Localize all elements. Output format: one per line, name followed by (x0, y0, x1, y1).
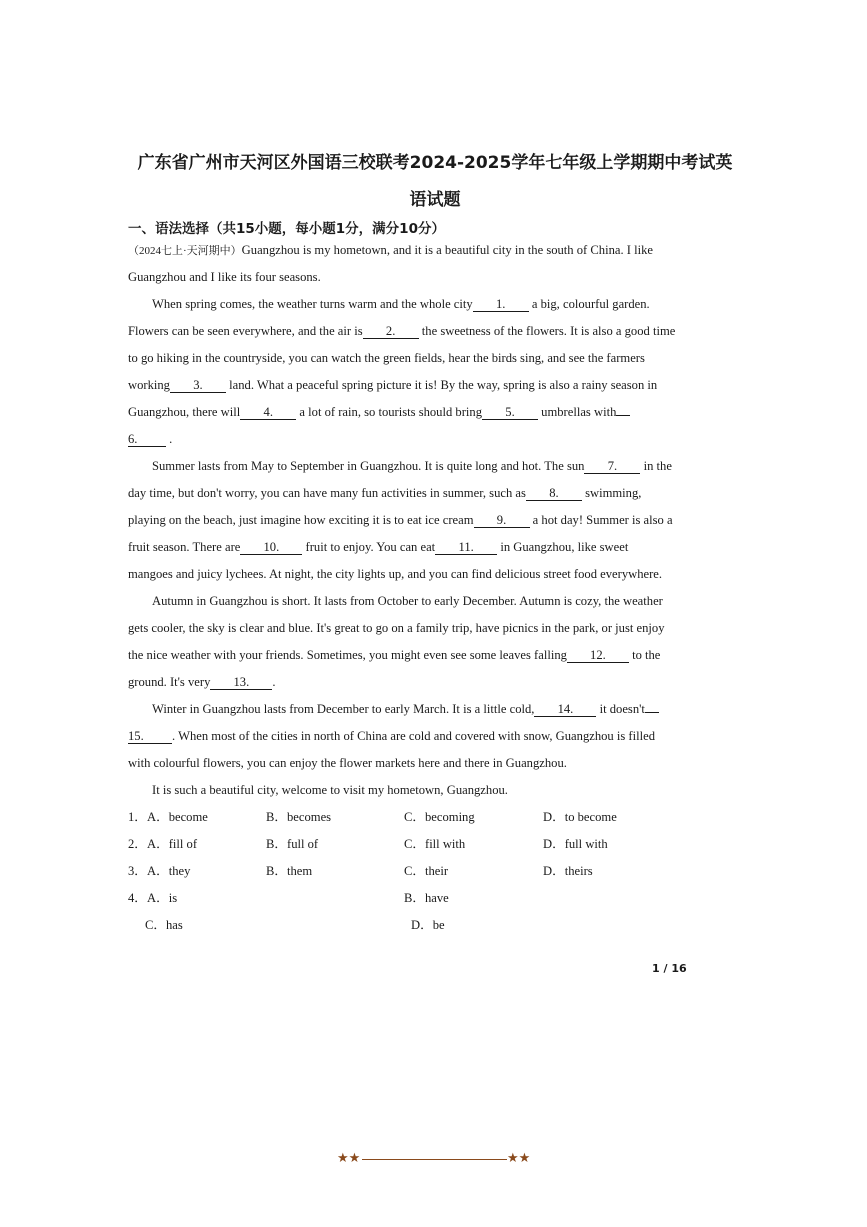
blank-14[interactable]: 14. (534, 702, 596, 717)
passage-text: playing on the beach, just imagine how exciting it is to eat ice cream (128, 513, 474, 527)
passage-text: to the (628, 648, 661, 662)
question-number: 2． (128, 837, 147, 851)
passage-line-19 (128, 728, 655, 744)
blank-15[interactable]: 15. (128, 729, 172, 744)
star-icon: ★★ (337, 1151, 361, 1166)
option-c[interactable]: C．has (145, 918, 183, 932)
passage-line-8 (128, 431, 172, 447)
blank-15-start (645, 712, 659, 713)
passage-text: . (272, 675, 276, 689)
passage-line-2: Guangzhou and I like its four seasons. (128, 270, 321, 284)
blank-8[interactable]: 8. (526, 486, 582, 501)
passage-text: Summer lasts from May to September in Guangzhou. It is quite long and hot. The sun (152, 459, 585, 473)
passage-line-9 (152, 458, 672, 474)
passage-text: a big, colourful garden. (528, 297, 650, 311)
passage-text: fruit season. There are (128, 540, 241, 554)
section-heading: 一、语法选择（共15小题，每小题1分，满分10分） (128, 221, 445, 237)
footer-ornament (337, 1151, 532, 1167)
passage-line-12 (128, 539, 628, 555)
question-number: 3． (128, 864, 147, 878)
passage-line-1 (128, 242, 653, 259)
passage-text: Guangzhou is my hometown, and it is a beautiful city in the south of China. I like (241, 243, 653, 257)
passage-text: day time, but don't worry, you can have many fun activities in summer, such as (128, 486, 526, 500)
passage-text: in the (640, 459, 672, 473)
option-a[interactable]: A．fill of (147, 837, 198, 851)
page-number: 1 / 16 (652, 962, 687, 975)
passage-text: Winter in Guangzhou lasts from December to early March. It is a little cold, (152, 702, 535, 716)
passage-text: a lot of rain, so tourists should bring (296, 405, 483, 419)
blank-3[interactable]: 3. (170, 378, 226, 393)
passage-text: ground. It's very (128, 675, 211, 689)
blank-1[interactable]: 1. (473, 297, 529, 312)
passage-line-6 (128, 377, 657, 393)
option-d[interactable]: D．theirs (543, 864, 593, 878)
footer-divider (362, 1159, 507, 1160)
option-d[interactable]: D．be (411, 918, 445, 932)
blank-12[interactable]: 12. (567, 648, 629, 663)
star-icon: ★★ (507, 1151, 531, 1166)
passage-line-11 (128, 512, 673, 528)
passage-line-13: mangoes and juicy lychees. At night, the city lights up, and you can find delicious street food everywhere. (128, 567, 663, 581)
passage-line-17 (128, 674, 276, 690)
passage-text: swimming, (581, 486, 642, 500)
blank-2[interactable]: 2. (363, 324, 419, 339)
passage-text: Guangzhou, there will (128, 405, 241, 419)
question-number: 1． (128, 810, 147, 824)
option-b[interactable]: B．becomes (266, 810, 332, 824)
passage-text: a hot day! Summer is also a (529, 513, 673, 527)
blank-5[interactable]: 5. (482, 405, 538, 420)
passage-text: in Guangzhou, like sweet (497, 540, 629, 554)
passage-text: the sweetness of the flowers. It is also a good time (418, 324, 676, 338)
document-title-line-2: 语试题 (409, 190, 461, 210)
option-c[interactable]: C．their (404, 864, 449, 878)
passage-line-18 (152, 701, 659, 717)
option-b[interactable]: B．have (404, 891, 449, 905)
question-number: 4． (128, 891, 147, 905)
passage-text: the nice weather with your friends. Sometimes, you might even see some leaves falling (128, 648, 567, 662)
option-a[interactable]: A．is (147, 891, 178, 905)
passage-line-15: gets cooler, the sky is clear and blue. It's great to go on a family trip, have picnics in the park, or just enjoy (128, 621, 665, 635)
passage-text: working (128, 378, 170, 392)
option-c[interactable]: C．becoming (404, 810, 475, 824)
passage-line-21: It is such a beautiful city, welcome to visit my hometown, Guangzhou. (152, 783, 508, 797)
option-c[interactable]: C．fill with (404, 837, 466, 851)
blank-13[interactable]: 13. (210, 675, 272, 690)
option-a[interactable]: A．become (147, 810, 208, 824)
passage-text: . When most of the cities in north of China are cold and covered with snow, Guangzhou is filled (172, 729, 655, 743)
passage-line-16 (128, 647, 660, 663)
passage-text: umbrellas with (538, 405, 617, 419)
passage-line-20: with colourful flowers, you can enjoy the flower markets here and there in Guangzhou. (128, 756, 567, 770)
blank-11[interactable]: 11. (435, 540, 497, 555)
blank-6[interactable]: 6. (128, 432, 166, 447)
passage-line-5: to go hiking in the countryside, you can watch the green fields, hear the birds sing, and see the farmers (128, 351, 645, 365)
passage-line-4 (128, 323, 675, 339)
passage-line-7 (128, 404, 630, 420)
option-b[interactable]: B．full of (266, 837, 319, 851)
option-d[interactable]: D．full with (543, 837, 608, 851)
blank-4[interactable]: 4. (240, 405, 296, 420)
option-a[interactable]: A．they (147, 864, 191, 878)
passage-text: it doesn't (596, 702, 645, 716)
passage-line-3 (152, 296, 650, 312)
document-title-line-1: 广东省广州市天河区外国语三校联考2024-2025学年七年级上学期期中考试英 (137, 153, 733, 173)
passage-text: fruit to enjoy. You can eat (302, 540, 436, 554)
passage-text: When spring comes, the weather turns warm and the whole city (152, 297, 473, 311)
passage-line-14: Autumn in Guangzhou is short. It lasts from October to early December. Autumn is cozy, the weather (152, 594, 663, 608)
option-b[interactable]: B．them (266, 864, 313, 878)
passage-line-10 (128, 485, 641, 501)
source-tag: （2024七上·天河期中） (128, 245, 242, 257)
blank-10[interactable]: 10. (240, 540, 302, 555)
option-d[interactable]: D．to become (543, 810, 617, 824)
passage-text: . (166, 432, 173, 446)
passage-text: land. What a peaceful spring picture it is! By the way, spring is also a rainy season in (225, 378, 658, 392)
blank-6-start (616, 415, 630, 416)
passage-text: Flowers can be seen everywhere, and the air is (128, 324, 363, 338)
blank-9[interactable]: 9. (474, 513, 530, 528)
blank-7[interactable]: 7. (584, 459, 640, 474)
